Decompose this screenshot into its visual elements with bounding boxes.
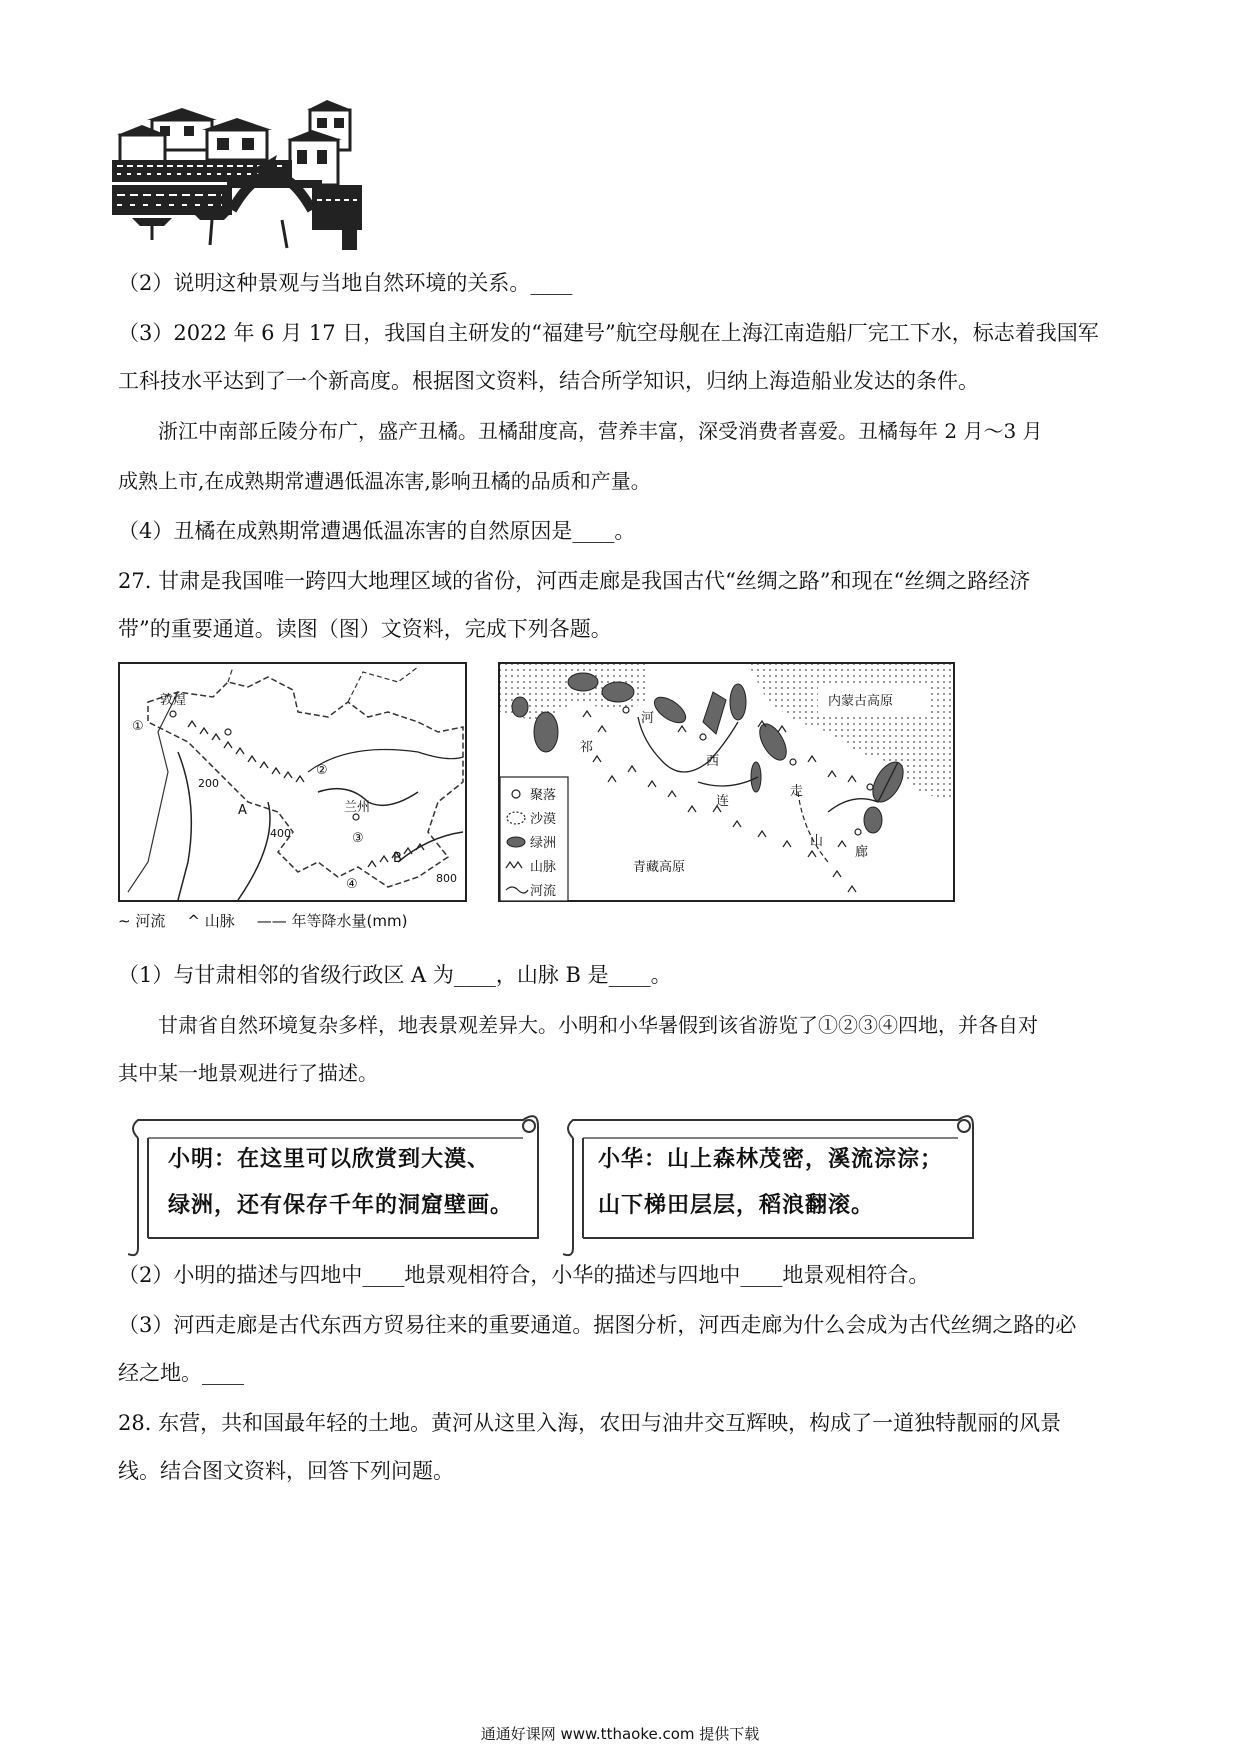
map2-label-lang: 廊 xyxy=(855,845,869,860)
map2-legend-oasis: 绿洲 xyxy=(530,836,557,851)
map2-label-lian: 连 xyxy=(716,794,730,809)
legend-mountain-item xyxy=(187,910,234,931)
map1-label-c4: ④ xyxy=(346,877,358,892)
map2-legend-settlement: 聚落 xyxy=(530,788,557,803)
legend-precip-item xyxy=(257,910,408,931)
q27-intro-line1: 27. 甘肃是我国唯一跨四大地理区域的省份，河西走廊是我国古代“丝绸之路”和现在“丝绸之路经济 xyxy=(118,569,1031,593)
isohyet-icon: —— xyxy=(256,912,287,930)
legend-precip-label: 年等降水量(mm) xyxy=(291,912,408,930)
map2-label-he: 河 xyxy=(641,711,655,726)
legend-mountain-label: 山脉 xyxy=(204,912,235,930)
scroll-frame-xiaoming xyxy=(128,1108,548,1258)
map2-legend-desert: 沙漠 xyxy=(530,812,557,827)
water-town-illustration xyxy=(112,100,362,250)
map2-legend-mountain: 山脉 xyxy=(530,860,557,875)
map2-legend-river: 河流 xyxy=(530,884,557,899)
mountain-icon: ^ xyxy=(187,912,200,930)
river-icon: ∼ xyxy=(118,912,131,930)
map1-label-a: A xyxy=(238,803,247,818)
xiaohua-line2: 山下梯田层层，稻浪翻滚。 xyxy=(598,1193,875,1218)
q27-sub2: （2）小明的描述与四地中____地景观相符合，小华的描述与四地中____地景观相符合。 xyxy=(118,1263,930,1287)
oasis-icon xyxy=(507,837,525,847)
map2-label-shan: 山 xyxy=(810,834,824,849)
xiaohua-line1: 小华：山上森林茂密，溪流淙淙； xyxy=(598,1147,944,1172)
q28-intro-line1: 28. 东营，共和国最年轻的土地。黄河从这里入海，农田与油井交互辉映，构成了一道独特靓丽的风景 xyxy=(118,1411,1062,1435)
q27-intro-line2: 带”的重要通道。读图（图）文资料，完成下列各题。 xyxy=(118,617,612,641)
map1-label-lanzhou: 兰州 xyxy=(344,800,371,815)
page-footer: 通通好课网 www.tthaoke.com 提供下载 xyxy=(480,1725,760,1743)
scroll-frame-xiaohua xyxy=(563,1108,983,1258)
legend-river-label: 河流 xyxy=(135,912,166,930)
map1-label-iso400: 400 xyxy=(270,827,291,840)
map1-label-c3: ③ xyxy=(352,831,364,846)
map1-label-dunhuang: 敦煌 xyxy=(160,693,187,708)
q27-passage-line2: 其中某一地景观进行了描述。 xyxy=(118,1061,378,1085)
map1-legend xyxy=(118,910,407,931)
desert-icon xyxy=(507,812,525,824)
q27-sub3-line1: （3）河西走廊是古代东西方贸易往来的重要通道。据图分析，河西走廊为什么会成为古代丝绸之路的必 xyxy=(118,1313,1077,1337)
map2-label-mongolia: 内蒙古高原 xyxy=(828,694,894,709)
q28-intro-line2: 线。结合图文资料，回答下列问题。 xyxy=(118,1459,454,1483)
xiaoming-line1: 小明：在这里可以欣赏到大漠、 xyxy=(168,1147,491,1172)
q26-sub3-line1: （3）2022 年 6 月 17 日，我国自主研发的“福建号”航空母舰在上海江南造船厂完工下水，标志着我国军 xyxy=(118,321,1099,345)
q26-passage-line1: 浙江中南部丘陵分布广，盛产丑橘。丑橘甜度高，营养丰富，深受消费者喜爱。丑橘每年 2 月～3 月 xyxy=(158,419,1043,443)
legend-river-item xyxy=(118,910,165,931)
map2-label-zou: 走 xyxy=(790,784,804,799)
q26-sub2: （2）说明这种景观与当地自然环境的关系。____ xyxy=(118,271,573,295)
hexi-corridor-map xyxy=(498,662,956,902)
q26-sub4: （4）丑橘在成熟期常遭遇低温冻害的自然原因是____。 xyxy=(118,519,636,543)
settlement-icon xyxy=(512,790,520,798)
map1-label-iso200: 200 xyxy=(198,777,219,790)
map1-label-c1: ① xyxy=(132,719,144,734)
map1-label-b: B xyxy=(393,851,402,866)
map2-label-qi: 祁 xyxy=(580,740,594,755)
map2-label-tibet: 青藏高原 xyxy=(633,860,686,875)
q27-sub3-line2: 经之地。____ xyxy=(118,1361,244,1385)
q26-passage-line2: 成熟上市,在成熟期常遭遇低温冻害,影响丑橘的品质和产量。 xyxy=(118,469,651,493)
gansu-precipitation-map xyxy=(118,662,468,902)
q26-sub3-line2: 工科技水平达到了一个新高度。根据图文资料，结合所学知识，归纳上海造船业发达的条件。 xyxy=(118,369,979,393)
q27-sub1: （1）与甘肃相邻的省级行政区 A 为____，山脉 B 是____。 xyxy=(118,963,672,987)
map2-label-xi: 西 xyxy=(706,754,720,769)
q27-passage-line1: 甘肃省自然环境复杂多样，地表景观差异大。小明和小华暑假到该省游览了①②③④四地，并各自对 xyxy=(158,1013,1038,1037)
map1-label-c2: ② xyxy=(316,763,328,778)
map1-label-iso800: 800 xyxy=(436,872,457,885)
xiaoming-line2: 绿洲，还有保存千年的洞窟壁画。 xyxy=(168,1193,514,1218)
